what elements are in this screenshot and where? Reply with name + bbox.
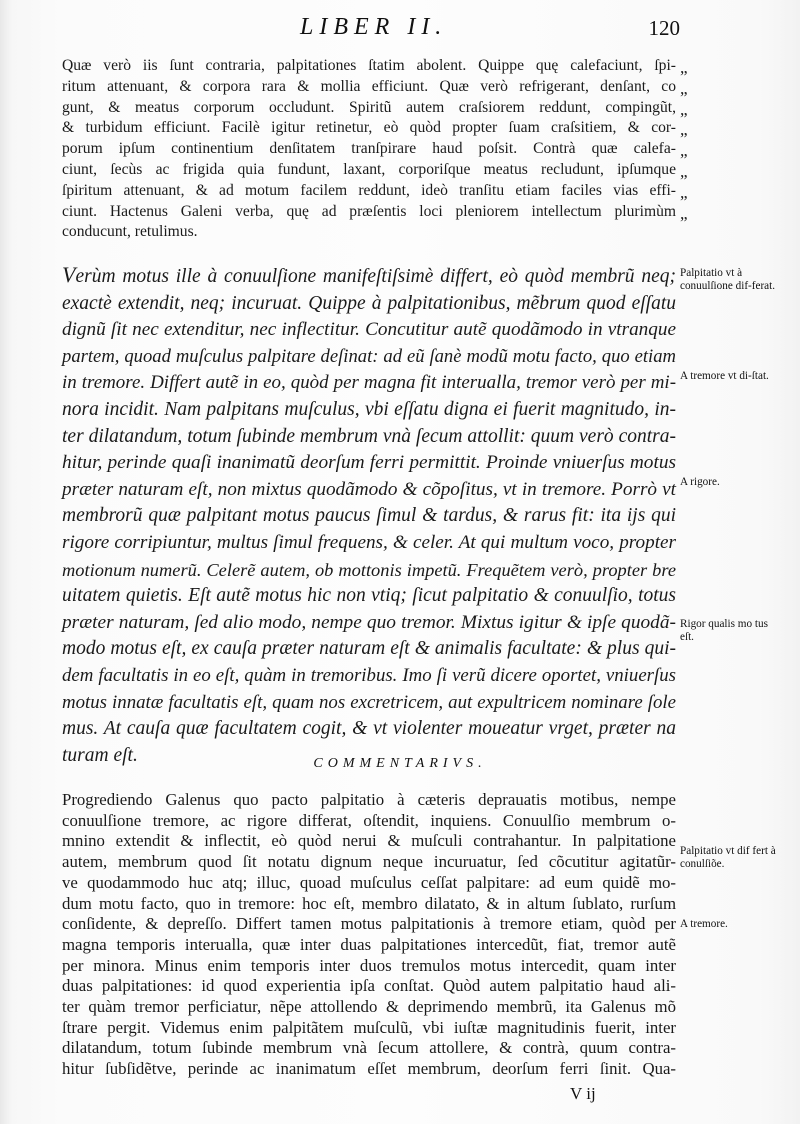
text-line: ter quàm tremor perficiatur, nẽpe attollendo & deprimendo membrũ, ita Galenus mõ (62, 997, 676, 1017)
marginal-note: A tremore vt di-ſtat. (680, 370, 769, 382)
text-line: dilatandum, totum ſubinde membrum vnà ſecum attollere, & contrà, quum contra- (62, 1038, 676, 1058)
text-line: dum motu facto, quo in tremore: hoc eſt, membro dilatato, & in altum ſublato, rurſum (62, 893, 676, 913)
text-line: motus innatæ facultatis eſt, quam nos excretricem, aut expultricem nominare ſole (62, 691, 676, 713)
marginal-note: Palpitatio vt dif fert à conulſiõe. (680, 845, 776, 870)
quote-mark: „ (680, 182, 688, 202)
running-head: LIBER II. (300, 14, 448, 40)
text-line: præter naturam eſt, non mixtus quodãmodo & cõpoſitus, vt in tremore. Porrò vt (62, 478, 676, 500)
text-line: per minora. Minus enim temporis inter duos tremulos motus intercedit, quam inter (62, 955, 676, 975)
quote-mark: „ (680, 78, 688, 98)
text-line: præter naturam, ſed alio modo, nempe quo tremor. Mixtus igitur & ipſe quodã- (62, 611, 676, 633)
text-line: magna temporis interualla, quæ inter duas palpitationes intercedũt, fiat, tremor autẽ (62, 934, 676, 954)
text-line: mus. At cauſa quæ facultatem cogit, & vt violenter moueatur vrget, præter na (62, 718, 676, 740)
text-line: Verùm motus ille à conuulſione manifeſtiſsimè differt, eò quòd membrũ neq; (62, 262, 676, 287)
text-line: partem, quoad muſculus palpitare deſinat: ad eũ ſanè modũ motu facto, quo etiam (62, 345, 676, 367)
text-line: turam eſt. (62, 744, 138, 766)
text-line: ſtrare pergit. Videmus enim palpitãtem muſculũ, vbi iuſtæ magnitudinis fuerit, inter (62, 1017, 676, 1037)
text-line: in tremore. Differt autẽ in eo, quòd per magna fit interualla, tremor verò per mi- (62, 372, 676, 394)
text-line: conſidente, & depreſſo. Differt tamen motus palpitationis à tremore etiam, quòd per (62, 914, 676, 934)
text-line: ſpiritum attenuant, & ad motum facilem reddunt, ideò tranſitu etiam faciles vias effi- (62, 181, 676, 199)
text-line: mnino extendit & inflectit, eò quòd nerui & muſculi contrahantur. In palpitatione (62, 831, 676, 851)
signature-mark: V ij (570, 1084, 596, 1103)
text-line: Progrediendo Galenus quo pacto palpitatio à cæteris deprauatis motibus, nempe (62, 790, 676, 809)
marginal-note: A tremore. (680, 918, 728, 930)
marginal-note: Palpitatio vt à conuulſione dif-ferat. (680, 267, 776, 292)
paragraph-galen-quote (62, 56, 676, 243)
text-line: conuulſione tremore, ac rigore differat, oſtendit, inquiens. Conuulſio membrum o- (62, 810, 676, 830)
text-line: motionum numerũ. Celerẽ autem, ob mottonis impetũ. Frequẽtem verò, propter bre (62, 559, 676, 580)
text-line: Quæ verò iis ſunt contraria, palpitationes ſtatim abolent. Quippe quę calefaciunt, ſpi- (62, 57, 676, 74)
text-line: ritum attenuant, & corpora rara & mollia efficiunt. Quæ verò refrigerant, denſant, co (62, 77, 676, 95)
quote-mark: „ (680, 161, 688, 181)
quote-mark: „ (680, 141, 688, 161)
text-line: & turbidum efficiunt. Facilè igitur retinetur, eò quòd propter ſuam craſsitiem, & cor- (62, 119, 676, 137)
quote-mark: „ (680, 203, 688, 223)
text-line: membrorũ quæ palpitant motus paucus ſimul & tardus, & rarus fit: ita ijs qui (62, 505, 676, 527)
text-line: modo motus eſt, ex cauſa præter naturam eſt & animalis facultate: & plus qui- (62, 638, 676, 660)
marginal-note: A rigore. (680, 476, 720, 488)
show-through-text (80, 14, 91, 37)
text-line: uitatem quietis. Eſt autẽ motus hic non vtiq; ſicut palpitatio & conuulſio, totus (62, 585, 676, 607)
text-line: exactè extendit, neq; incuruat. Quippe à palpitationibus, mẽbrum quod eſſatu (62, 292, 676, 314)
text-line: gunt, & meatus corporum occludunt. Spiritũ autem craſsiorem reddunt, compingũt, (62, 98, 676, 116)
marginal-note: Rigor qualis mo tus eſt. (680, 618, 768, 643)
quote-mark: „ (680, 58, 688, 77)
text-line: porum ipſum continentium denſitatem tranſpirare haud poſsit. Contrà quæ calefa- (62, 140, 676, 158)
text-line: ciunt. Hactenus Galeni verba, quę ad præſentis loci pleniorem intellectum plurimùm (62, 202, 676, 220)
text-line: hitur ſubſidẽtve, perinde ac inanimatum eſſet membrum, deorſum ferri ſinit. Qua- (62, 1059, 676, 1079)
page-number: 120 (648, 16, 680, 40)
paragraph-main-text-italic (62, 262, 676, 769)
quotation-marks-column (680, 58, 696, 224)
commentary-heading: COMMENTARIVS. (313, 756, 487, 771)
text-line: ciunt, ſecùs ac frigida quia fundunt, laxant, corporiſque meatus recludunt, ipſumque (62, 160, 676, 178)
text-line: conducunt, retulimus. (62, 223, 198, 241)
quote-mark: „ (680, 120, 688, 140)
text-line: rigore corripiuntur, multus ſimul frequens, & celer. At qui multum voco, propter (62, 531, 676, 553)
text-line: autem, membrum quod ſit notatu dignum neque incuruatur, ſed cõcutitur agitatũr- (62, 852, 676, 872)
paragraph-commentary (62, 790, 676, 1080)
text-line: dignũ ſit nec extenditur, nec inflectitur. Concutitur autẽ quodãmodo in vtranque (62, 319, 676, 341)
text-line: ter dilatandum, totum ſubinde membrum vnà ſecum attollit: quum verò contra- (62, 425, 676, 447)
text-line: nora incidit. Nam palpitans muſculus, vbi eſſatu digna ei fuerit magnitudo, in- (62, 398, 676, 420)
text-line: ve quodammodo huc atq; illuc, quoad muſculus ceſſat palpitare: ad eum quidẽ mo- (62, 872, 676, 892)
quote-mark: „ (680, 99, 688, 119)
text-line: hitur, perinde quaſi inanimatũ deorſum ferri permittit. Proinde vniuerſus motus (62, 452, 676, 474)
text-line: dem facultatis in eo eſt, quàm in tremoribus. Imo ſi verũ dicere oportet, vniuerſus (62, 664, 676, 686)
text-line: duas palpitationes: id quod experientia ipſa conſtat. Quòd autem palpitatio haud ali- (62, 976, 676, 996)
